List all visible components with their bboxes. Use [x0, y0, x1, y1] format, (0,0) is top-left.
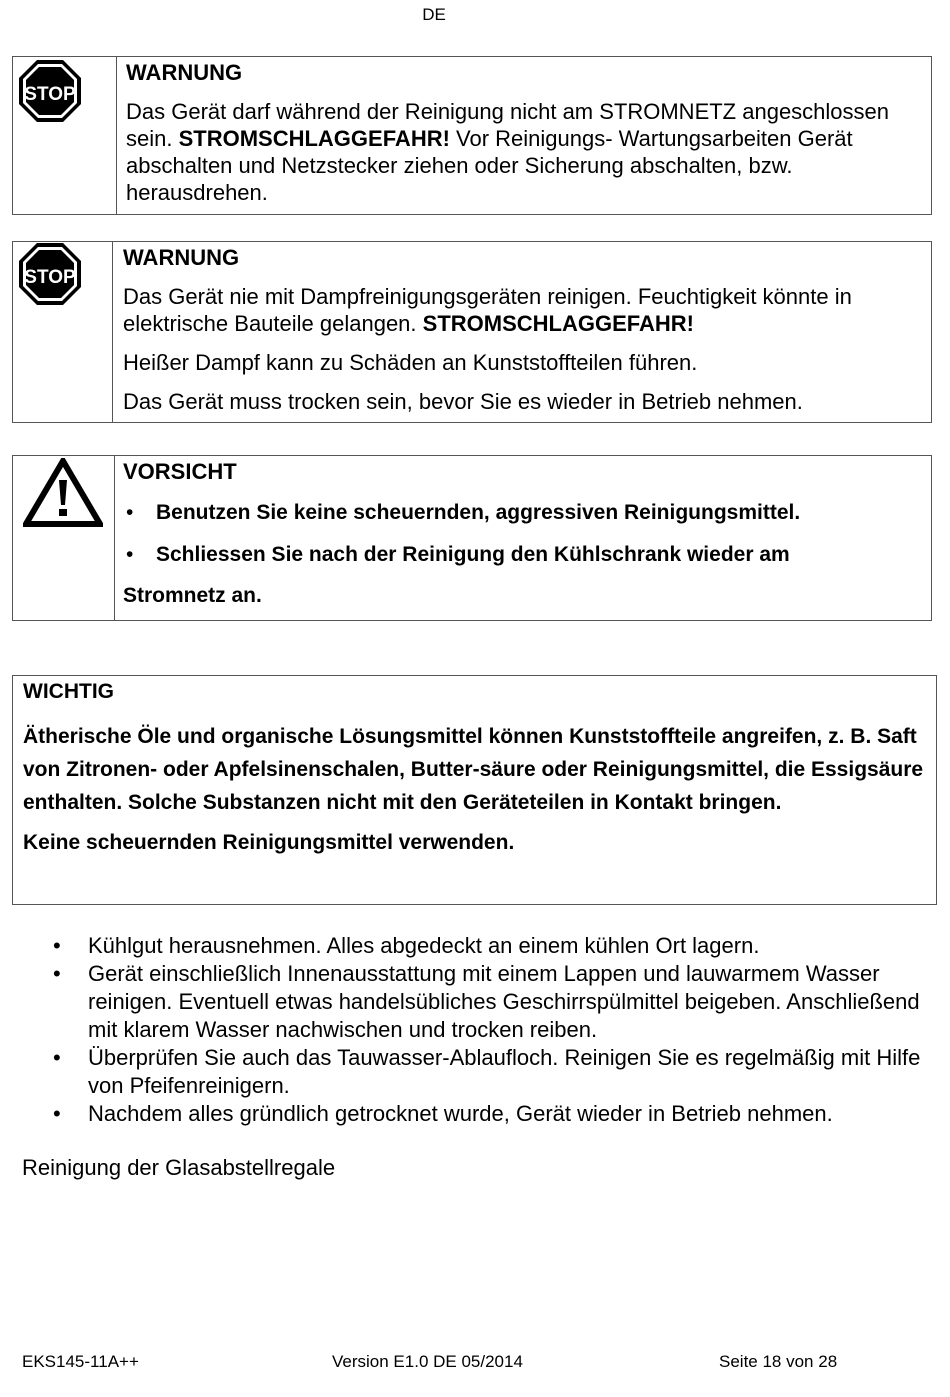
- important-title: WICHTIG: [23, 680, 114, 703]
- warning-text: Heißer Dampf kann zu Schäden an Kunststoffteilen führen.: [123, 350, 698, 375]
- list-item: • Nachdem alles gründlich getrocknet wurde, Gerät wieder in Betrieb nehmen.: [53, 1101, 833, 1126]
- warning-text: Das Gerät muss trocken sein, bevor Sie es wieder in Betrieb nehmen.: [123, 389, 803, 414]
- footer-model: EKS145-11A++: [22, 1352, 139, 1371]
- caution-continuation: Stromnetz an.: [123, 584, 262, 607]
- caution-item: • Schliessen Sie nach der Reinigung den Kühlschrank wieder am: [126, 543, 790, 566]
- warning-box-1: [12, 56, 932, 215]
- bullet-icon: •: [126, 543, 134, 566]
- bullet-icon: •: [53, 933, 61, 958]
- header-language: DE: [422, 5, 446, 24]
- svg-text:STOP: STOP: [24, 84, 76, 105]
- warning-title: WARNUNG: [123, 245, 240, 270]
- stop-sign-icon: [18, 59, 82, 123]
- bullet-icon: •: [53, 961, 61, 986]
- warning-text: Das Gerät nie mit Dampfreinigungsgeräten reinigen. Feuchtigkeit könnte in elektrische Bauteile gelangen. STROMSCHLAGGEFAHR!: [123, 284, 852, 336]
- footer-version: Version E1.0 DE 05/2014: [332, 1352, 523, 1371]
- warning-triangle-icon: [23, 458, 103, 528]
- caution-title: VORSICHT: [123, 459, 237, 484]
- caution-item: • Benutzen Sie keine scheuernden, aggressiven Reinigungsmittel.: [126, 501, 801, 524]
- stop-sign-icon: [18, 242, 82, 306]
- important-box: [12, 675, 937, 905]
- warning-content: [123, 244, 923, 415]
- important-content: [23, 678, 928, 856]
- caution-box: [12, 455, 932, 621]
- bullet-icon: •: [53, 1101, 61, 1126]
- list-item: • Gerät einschließlich Innenausstattung mit einem Lappen und lauwarmem Wasser reinigen. Eventuell etwas handelsübliches Geschirrspülmittel beigeben. Anschließend mit klarem Wasser nachwischen und trocken reiben.: [53, 961, 920, 1042]
- bullet-icon: •: [53, 1045, 61, 1070]
- list-item: • Überprüfen Sie auch das Tauwasser-Ablaufloch. Reinigen Sie es regelmäßig mit Hilfe von Pfeifenreinigern.: [53, 1045, 921, 1098]
- bullet-icon: •: [126, 501, 134, 524]
- important-text: Keine scheuernden Reinigungsmittel verwenden.: [23, 831, 515, 854]
- list-item: • Kühlgut herausnehmen. Alles abgedeckt an einem kühlen Ort lagern.: [53, 933, 760, 958]
- warning-content: [126, 59, 926, 206]
- caution-icon-cell: [13, 456, 115, 620]
- section-heading: Reinigung der Glasabstellregale: [22, 1155, 336, 1180]
- svg-text:STOP: STOP: [24, 267, 76, 288]
- footer-page-number: Seite 18 von 28: [719, 1352, 838, 1371]
- warning-text: Das Gerät darf während der Reinigung nicht am STROMNETZ angeschlossen sein. STROMSCHLAGGEFAHR! Vor Reinigungs- Wartungsarbeiten Gerät abschalten und Netzstecker ziehen oder Sicherung abschalten, bzw. herausdrehen.: [126, 99, 890, 205]
- warning-box-2: [12, 241, 932, 423]
- caution-content: [123, 458, 923, 609]
- warning-icon-cell: [13, 242, 113, 422]
- important-text: Ätherische Öle und organische Lösungsmittel können Kunststoffteile angreifen, z. B. Saft von Zitronen- oder Apfelsinenschalen, Butter-säure oder Reinigungsmittel, die Essigsäure enthalten. Solche Substanzen nicht mit den Geräteteilen in Kontakt bringen.: [23, 725, 924, 814]
- warning-icon-cell: [13, 57, 117, 214]
- cleaning-steps-list: [22, 932, 922, 1128]
- warning-title: WARNUNG: [126, 60, 243, 85]
